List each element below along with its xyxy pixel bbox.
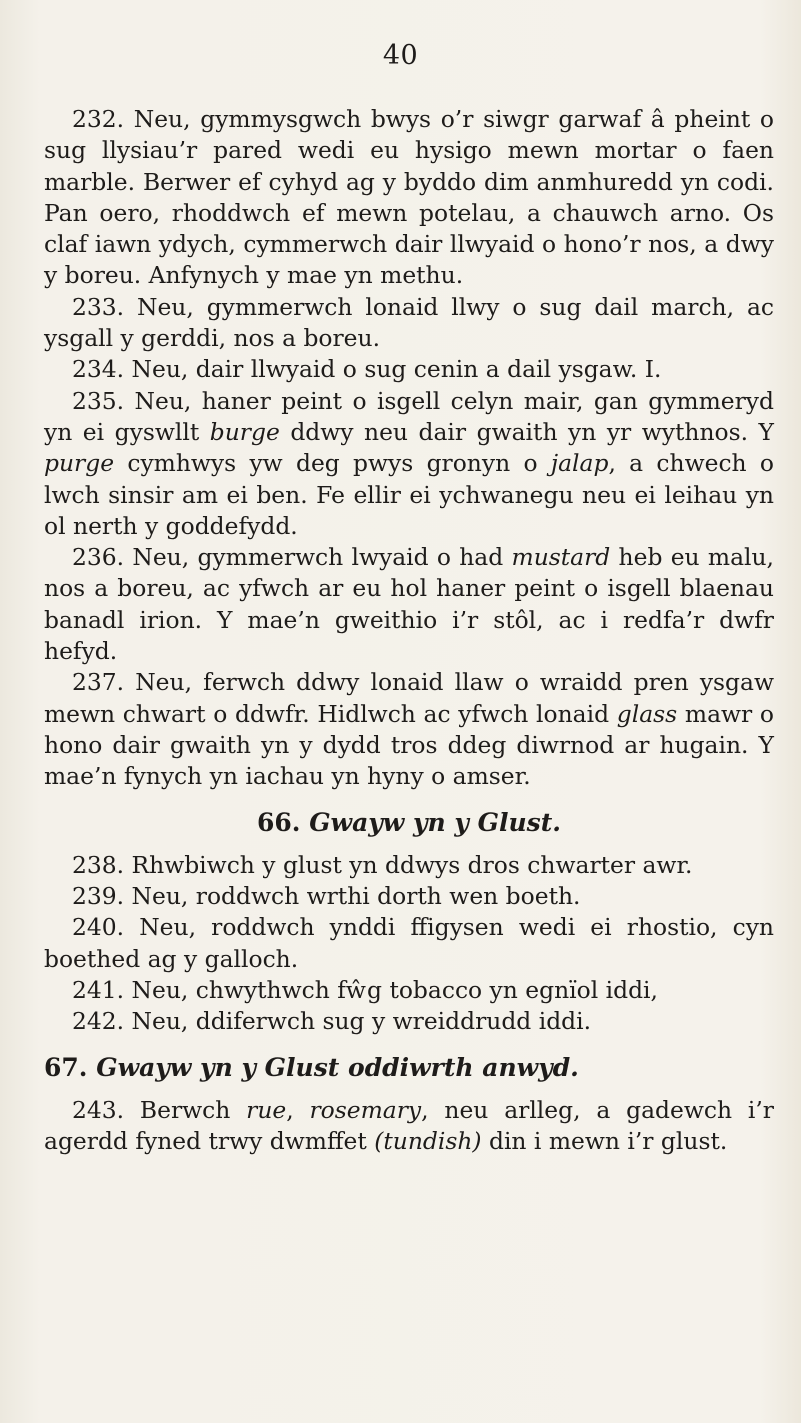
term-tundish: (tundish) [374, 1127, 482, 1156]
paragraph-243-text-2: , [286, 1095, 310, 1124]
term-rue: rue [246, 1095, 287, 1124]
term-glass: glass [616, 699, 678, 728]
term-mustard: mustard [511, 543, 611, 572]
paragraph-234: 234. Neu, dair llwyaid o sug cenin a dail ysgaw. I. [72, 355, 662, 384]
paragraph-241: 241. Neu, chwythwch fŵg tobacco yn egnïol iddi, [72, 976, 658, 1005]
paragraph-236-text-1: 236. Neu, gymmerwch lwyaid o had [72, 543, 512, 572]
paragraph-237-text-2: mawr o hono dair gwaith yn y dydd tros ddeg diwrnod ar hugain. Y mae’n fynych yn iachau yn hyny o amser. [44, 699, 774, 791]
section-heading-66-title: Gwayw yn y Glust. [309, 807, 562, 837]
section-heading-67-number: 67. [44, 1052, 88, 1082]
paragraph-235-text-1: 235. Neu, haner peint o isgell celyn mair, gan gymmeryd yn ei gyswllt [44, 386, 774, 446]
paragraph-243 [44, 1095, 774, 1158]
paragraph-243-text-3: , neu arlleg, a gadewch i’r agerdd fyned trwy dwmffet [44, 1095, 774, 1156]
paragraph-238: 238. Rhwbiwch y glust yn ddwys dros chwarter awr. [72, 850, 693, 879]
paragraph-237-text-1: 237. Neu, ferwch ddwy lonaid llaw o wraidd pren ysgaw mewn chwart o ddwfr. Hidlwch ac yfwch lonaid [44, 668, 774, 728]
paragraph-235 [44, 386, 774, 542]
paragraph-242: 242. Neu, ddiferwch sug y wreiddrudd iddi. [72, 1007, 592, 1036]
term-burge: burge [209, 417, 280, 446]
page-body [44, 104, 774, 1158]
paragraph-239: 239. Neu, roddwch wrthi dorth wen boeth. [72, 882, 581, 911]
section-heading-67-title: Gwayw yn y Glust oddiwrth anwyd. [96, 1052, 579, 1082]
section-heading-66 [44, 807, 774, 838]
term-jalap: jalap [550, 449, 609, 478]
paragraph-236-text-2: heb eu malu, nos a boreu, ac yfwch ar eu hol haner peint o isgell blaenau banadl irion. Y mae’n gweithio i’r stôl, ac i redfa’r dwfr hefyd. [44, 543, 774, 666]
paragraph-240: 240. Neu, roddwch ynddi ffigysen wedi ei rhostio, cyn boethed ag y galloch. [44, 913, 774, 973]
paragraph-233: 233. Neu, gymmerwch lonaid llwy o sug dail march, ac ysgall y gerddi, nos a boreu. [44, 292, 774, 353]
paragraph-235-text-2: ddwy neu dair gwaith yn yr wythnos. Y [279, 417, 774, 446]
paragraph-232: 232. Neu, gymmysgwch bwys o’r siwgr garwaf â pheint o sug llysiau’r pared wedi eu hysigo mewn mortar o faen marble. Berwer ef cyhyd ag y byddo dim anmhuredd yn codi. Pan oero, rhoddwch ef mewn potelau, a chauwch arno. Os claf iawn ydych, cymmerwch dair llwyaid o hono’r nos, a dwy y boreu. Anfynych y mae yn methu. [44, 105, 774, 290]
section-heading-67 [44, 1052, 774, 1083]
term-purge: purge [44, 449, 115, 478]
page-number: 40 [382, 40, 419, 71]
term-rosemary: rosemary [309, 1095, 422, 1124]
paragraph-235-text-3: cymhwys yw deg pwys gronyn o [114, 449, 551, 478]
paragraph-243-text-1: 243. Berwch [72, 1095, 247, 1124]
paragraph-237 [44, 667, 774, 792]
paragraph-236 [44, 542, 774, 667]
paragraph-235-text-4: , a chwech o lwch sinsir am ei ben. Fe ellir ei ychwanegu neu ei leihau yn ol nerth y goddefydd. [44, 449, 775, 540]
section-heading-66-number: 66. [256, 807, 301, 837]
paragraph-243-text-4: din i mewn i’r glust. [481, 1127, 728, 1156]
